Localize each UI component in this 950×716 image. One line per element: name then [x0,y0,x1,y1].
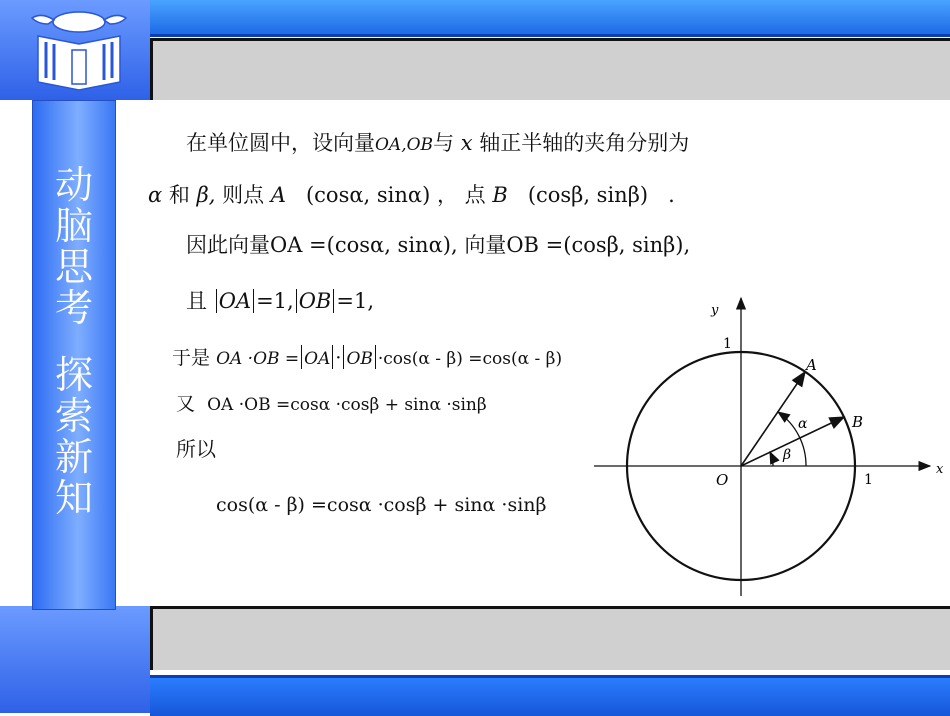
text-span: . [668,183,675,207]
y-one-label: 1 [723,336,732,352]
point-a-label: A [806,356,817,374]
point-b-label: B [492,183,508,207]
vector-oa-equation: OA =(cosα, sinα), [270,233,458,257]
top-bar [150,0,950,37]
x-symbol: x [460,131,473,155]
point-a-coords: (cosα, sinα) [305,183,431,207]
text-span: 在单位圆中，设向量 [186,131,375,155]
text-span: · [335,347,342,369]
alpha-label: α [798,416,808,432]
text-span: 则点 [222,183,265,207]
text-line-1 [186,127,689,157]
magnitude-ob: OB [346,349,373,369]
alpha-symbol: α [148,183,163,207]
text-span: 且 [186,289,207,313]
left-strip [0,100,32,606]
side-heading-line-2: 探索新知 [54,353,93,520]
text-span: 向量 [464,233,507,257]
side-heading-line-1: 动脑思考 [54,163,93,330]
text-line-7: 所以 [176,437,216,461]
origin-label: O [716,471,729,489]
text-span: 于是 [172,347,211,369]
dot-product: OA ·OB = [216,349,300,369]
text-line-6 [176,389,487,416]
header-panel [150,38,950,100]
conclusion-formula: cos(α - β) =cosα ·cosβ + sinα ·sinβ [216,494,547,516]
side-heading [32,165,116,519]
corner-bottom-left [0,606,150,713]
magnitude-oa: OA [218,289,252,313]
point-a-label: A [270,183,286,207]
vector-ob [741,417,844,466]
text-line-2 [148,179,675,209]
vectors-oa-ob: OA,OB [375,135,434,155]
beta-arc [770,452,773,466]
text-line-3 [186,229,690,259]
dot-product-coords: OA ·OB =cosα ·cosβ + sinα ·sinβ [207,395,487,415]
unit-circle-diagram [590,290,950,600]
text-span: 和 [168,183,190,207]
beta-symbol: β, [196,183,216,207]
bottom-bar [150,675,950,716]
text-span: =1, [256,289,294,313]
footer-panel [150,606,950,670]
point-b-coords: (cosβ, sinβ) [527,183,649,207]
text-span: 轴正半轴的夹角分别为 [479,131,690,155]
text-span: 点 [464,183,486,207]
beta-label: β [783,447,792,463]
text-span: 因此向量 [186,233,270,257]
point-b-label: B [852,413,864,431]
magnitude-ob: OB [298,289,332,313]
text-line-4 [186,285,374,315]
vector-ob-equation: OB =(cosβ, sinβ), [506,233,691,257]
text-span: 与 [433,131,455,155]
text-line-5 [172,343,562,370]
y-axis-label: y [711,303,719,318]
vector-oa [741,372,805,466]
x-one-label: 1 [864,472,873,488]
text-span: ， [436,183,458,207]
cosine-expression: ·cos(α - β) =cos(α - β) [377,349,563,369]
text-span: =1, [336,289,375,313]
book-emblem-logo [24,6,134,94]
x-axis-label: x [936,462,944,477]
magnitude-oa: OA [304,349,331,369]
text-span: 又 [176,393,196,415]
